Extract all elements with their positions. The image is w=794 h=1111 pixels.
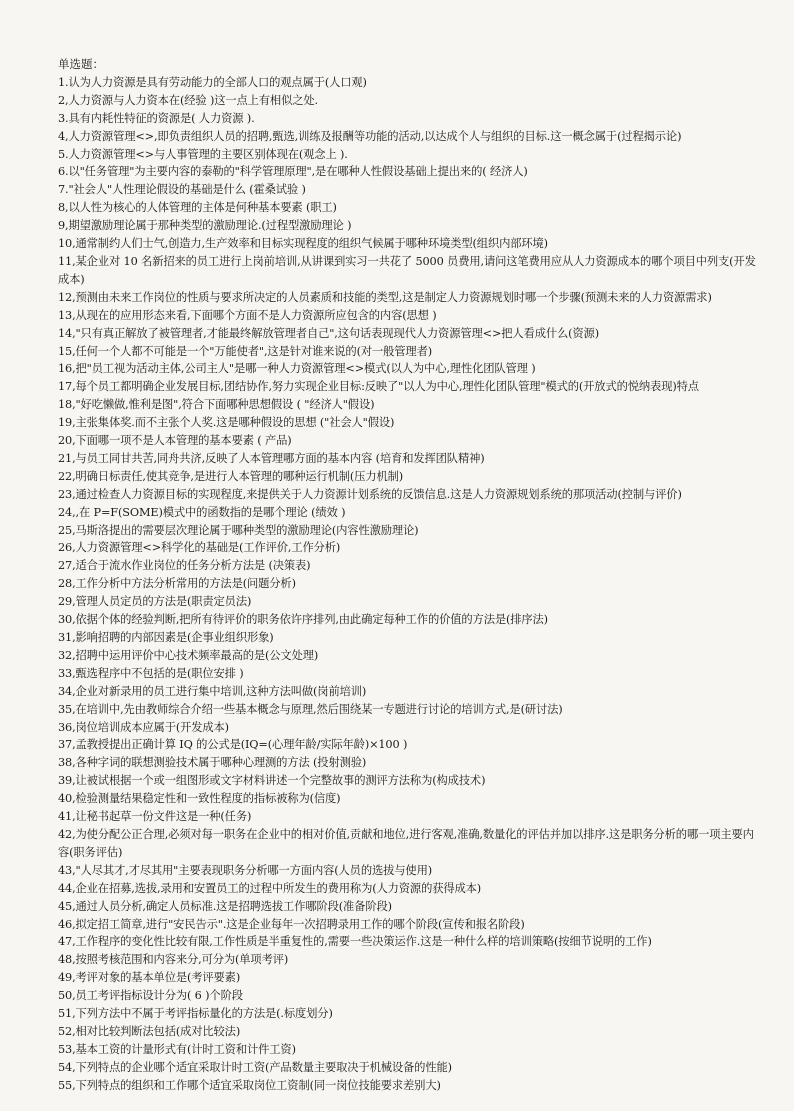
question-item: 30,依据个体的经验判断,把所有待评价的职务依许序排列,由此确定每种工作的价值的方法是(排序法) xyxy=(58,613,548,627)
question-item: 15,任何一个人都不可能是一个"万能使者",这是针对谁来说的(对一般管理者) xyxy=(58,344,432,358)
question-item: 53,基本工资的计量形式有(计时工资和计件工资) xyxy=(58,1042,296,1056)
question-item: 14,"只有真正解放了被管理者,才能最终解放管理者自己",这句话表现现代人力资源管理<>把人看成什么(资源) xyxy=(58,326,599,340)
question-item: 24,,在 P=F(SOME)模式中的函数指的是哪个理论 (绩效 ) xyxy=(58,505,346,519)
question-item: 51,下列方法中不属于考评指标量化的方法是(.标度划分) xyxy=(58,1007,333,1021)
question-item: 4,人力资源管理<>,即负责组织人员的招聘,甄选,训练及报酬等功能的活动,以达成个人与组织的目标.这一概念属于(过程揭示论) xyxy=(58,129,682,143)
question-item: 18,"好吃懒做,惟利是图",符合下面哪种思想假设 ( "经济人"假设) xyxy=(58,398,375,412)
question-list xyxy=(58,74,764,1095)
question-item: 26,人力资源管理<>科学化的基础是(工作评价,工作分析) xyxy=(58,541,341,555)
question-item: 29,管理人员定员的方法是(职责定员法) xyxy=(58,595,252,609)
question-item: 5.人力资源管理<>与人事管理的主要区别体现在(观念上 ). xyxy=(58,147,348,161)
question-item: 35,在培训中,先由教师综合介绍一些基本概念与原理,然后围绕某一专题进行讨论的培训方式,是(研讨法) xyxy=(58,702,563,716)
question-item: 25,马斯洛提出的需要层次理论属于哪种类型的激励理论(内容性激励理论) xyxy=(58,523,419,537)
question-item: 42,为使分配公正合理,必须对每一职务在企业中的相对价值,贡献和地位,进行客观,准确,数量化的评估并加以排序.这是职务分析的哪一项主要内容(职务评估) xyxy=(58,827,754,859)
question-item: 34,企业对新录用的员工进行集中培训,这种方法叫做(岗前培训) xyxy=(58,684,367,698)
question-item: 54,下列特点的企业哪个适宜采取计时工资(产品数量主要取决于机械设备的性能) xyxy=(58,1060,452,1074)
question-item: 49,考评对象的基本单位是(考评要素) xyxy=(58,971,241,985)
question-item: 6.以"任务管理"为主要内容的泰勒的"科学管理原理",是在哪种人性假设基础上提出来的( 经济人) xyxy=(58,165,528,179)
question-item: 52,相对比较判断法包括(成对比较法) xyxy=(58,1024,241,1038)
question-item: 55,下列特点的组织和工作哪个适宜采取岗位工资制(同一岗位技能要求差别大) xyxy=(58,1078,441,1092)
question-item: 9,期望激励理论属于那种类型的激励理论.(过程型激励理论 ) xyxy=(58,219,352,233)
question-item: 37,孟教授提出正确计算 IQ 的公式是(IQ=(心理年龄/实际年龄)×100 ) xyxy=(58,738,408,752)
question-item: 3.具有内耗性特征的资源是( 人力资源 ). xyxy=(58,111,255,125)
question-item: 41,让秘书起草一份文件这是一种(任务) xyxy=(58,810,252,824)
question-item: 19,主张集体奖.而不主张个人奖.这是哪种假设的思想 ("社会人"假设) xyxy=(58,416,395,430)
question-item: 11,某企业对 10 名新招来的员工进行上岗前培训,从讲课到实习一共花了 5000 员费用,请问这笔费用应从人力资源成本的哪个项目中列支(开发成本) xyxy=(58,254,756,286)
question-item: 2,人力资源与人力资本在(经验 )这一点上有相似之处. xyxy=(58,93,318,107)
question-item: 1.认为人力资源是具有劳动能力的全部人口的观点属于(人口观) xyxy=(58,75,367,89)
question-item: 50,员工考评指标设计分为( 6 )个阶段 xyxy=(58,989,243,1003)
question-item: 39,让被试根据一个或一组图形或文字材料讲述一个完整故事的测评方法称为(构成技术) xyxy=(58,774,486,788)
question-item: 36,岗位培训成本应属于(开发成本) xyxy=(58,720,229,734)
question-item: 31,影响招聘的内部因素是(企事业组织形象) xyxy=(58,631,274,644)
question-item: 20,下面哪一项不是人本管理的基本要素 ( 产品) xyxy=(58,434,292,448)
question-item: 12,预测由未来工作岗位的性质与要求所决定的人员素质和技能的类型,这是制定人力资源规划时哪一个步骤(预测未来的人力资源需求) xyxy=(58,290,712,304)
question-item: 27,适合于流水作业岗位的任务分析方法是 (决策表) xyxy=(58,559,311,573)
question-item: 33,甄选程序中不包括的是(职位安排 ) xyxy=(58,666,244,680)
question-item: 22,明确日标责任,使其竞争,是进行人本管理的哪种运行机制(压力机制) xyxy=(58,469,404,483)
question-item: 10,通常制约人们士气,创造力,生产效率和目标实现程度的组织气候属于哪种环境类型(组织内部环境) xyxy=(58,237,548,251)
question-item: 13,从现在的应用形态来看,下面哪个方面不是人力资源所应包含的内容(思想 ) xyxy=(58,308,437,322)
question-item: 38,各种字词的联想测验技术属于哪种心理测的方法 (投射测验) xyxy=(58,756,367,770)
question-item: 40,检验测量结果稳定性和一致性程度的指标被称为(信度) xyxy=(58,792,341,806)
question-item: 28,工作分析中方法分析常用的方法是(问题分析) xyxy=(58,577,296,591)
question-item: 21,与员工同甘共苦,同舟共济,反映了人本管理哪方面的基本内容 (培育和发挥团队精神) xyxy=(58,451,485,465)
question-item: 47,工作程序的变化性比较有限,工作性质是半重复性的,需要一些决策运作.这是一种什么样的培训策略(按细节说明的工作) xyxy=(58,935,652,949)
question-item: 44,企业在招募,选拔,录用和安置员工的过程中所发生的费用称为(人力资源的获得成本) xyxy=(58,881,482,895)
question-item: 23,通过检查人力资源目标的实现程度,来提供关于人力资源计划系统的反馈信息.这是人力资源规划系统的那项活动(控制与评价) xyxy=(58,487,682,501)
question-item: 43,"人尽其才,才尽其用"主要表现职务分析哪一方面内容(人员的选拔与使用) xyxy=(58,863,432,877)
question-item: 7."社会人"人性理论假设的基础是什么 (霍桑试验 ) xyxy=(58,183,306,197)
question-item: 32,招聘中运用评价中心技术频率最高的是(公文处理) xyxy=(58,648,319,662)
question-item: 16,把"员工视为活动主体,公司主人"是哪一种人力资源管理<>模式(以人为中心,理性化团队管理 ) xyxy=(58,362,536,376)
question-item: 48,按照考核范围和内容来分,可分为(单项考评) xyxy=(58,953,289,967)
question-item: 17,每个员工都明确企业发展目标,团结协作,努力实现企业目标:反映了"以人为中心,理性化团队管理"模式的(开放式的悦纳表现)特点 xyxy=(58,380,699,394)
section-title: 单选题： xyxy=(58,57,104,71)
question-item: 8,以人性为核心的人体管理的主体是何种基本要素 (职工) xyxy=(58,201,337,215)
question-item: 45,通过人员分析,确定人员标准.这是招聘选拔工作哪阶段(准备阶段) xyxy=(58,899,392,913)
question-item: 46,拟定招工简章,进行"安民告示".这是企业每年一次招聘录用工作的哪个阶段(宣传和报名阶段) xyxy=(58,917,525,931)
